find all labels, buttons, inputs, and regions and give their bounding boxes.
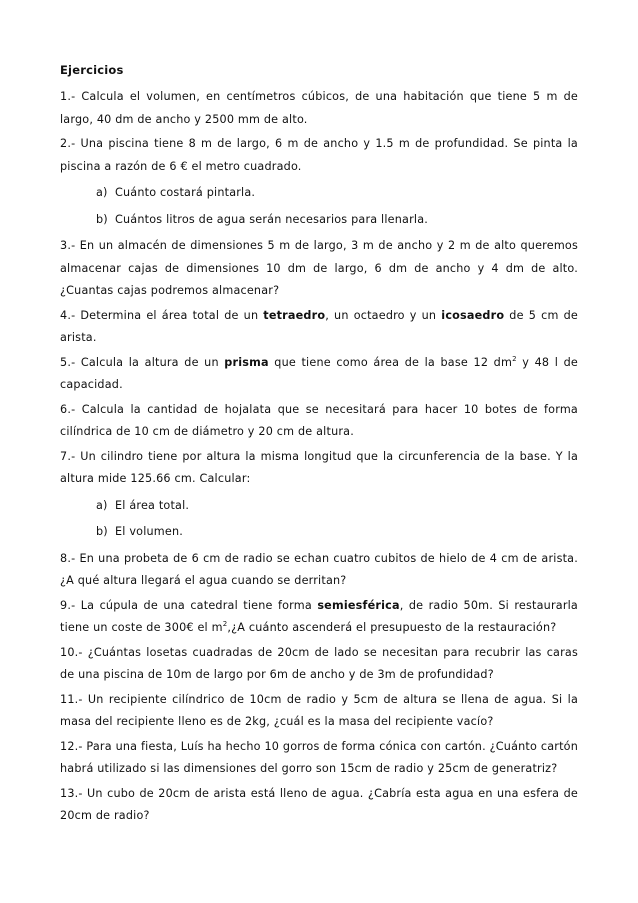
exercise-7-item-b [96,521,578,544]
text-run: , un octaedro y un [325,308,442,322]
text-run: 4.- Determina el área total de un [60,308,264,322]
exercise-13: 13.- Un cubo de 20cm de arista está lleno de agua. ¿Cabría esta agua en una esfera de 20cm de radio? [60,786,578,822]
item-text: El volumen. [115,525,184,538]
item-text: El área total. [115,498,190,512]
bold-term: semiesférica [317,598,400,612]
exercise-6: 6.- Calcula la cantidad de hojalata que se necesitará para hacer 10 botes de forma cilíndrica de 10 cm de diámetro y 20 cm de altura. [60,402,578,438]
exercise-8: 8.- En una probeta de 6 cm de radio se echan cuatro cubitos de hielo de 4 cm de arista. ¿A qué altura llegará el agua cuando se derritan? [60,551,578,587]
bold-term: tetraedro [263,308,326,322]
bold-term: prisma [224,355,269,369]
exercise-1: 1.- Calcula el volumen, en centímetros cúbicos, de una habitación que tiene 5 m de largo, 40 dm de ancho y 2500 mm de alto. [60,90,578,126]
text-run: 5.- Calcula la altura de un [60,355,225,369]
page-title: Ejercicios [60,63,124,77]
document-page [60,60,578,830]
item-label: b) [96,212,108,226]
superscript: 2 [222,620,228,628]
text-run: de 5 cm de arista. [60,308,578,344]
bold-term: icosaedro [441,308,505,322]
text-run: ,¿A cuánto ascenderá el presupuesto de la restauración? [227,621,557,634]
text-run: , de radio 50m. Si restaurarla tiene un coste de 300€ el m [60,598,578,634]
text-run: que tiene como área de la base 12 dm [268,355,513,369]
exercise-3: 3.- En un almacén de dimensiones 5 m de largo, 3 m de ancho y 2 m de alto queremos almacenar cajas de dimensiones 10 dm de largo, 6 dm de ancho y 4 dm de alto. ¿Cuantas cajas podremos almacenar? [60,239,578,297]
text-run: y 48 l de capacidad. [60,355,578,391]
exercise-5 [60,352,578,397]
exercise-2: 2.- Una piscina tiene 8 m de largo, 6 m de ancho y 1.5 m de profundidad. Se pinta la piscina a razón de 6 € el metro cuadrado. [60,137,578,173]
item-label: a) [96,498,108,512]
item-label: b) [96,525,108,538]
text-run: 9.- La cúpula de una catedral tiene forma [60,598,318,612]
exercise-7-item-a [96,495,578,518]
exercise-12: 12.- Para una fiesta, Luís ha hecho 10 gorros de forma cónica con cartón. ¿Cuánto cartón habrá utilizado si las dimensiones del gorro son 15cm de radio y 25cm de generatriz? [60,739,578,775]
exercise-2-item-a [96,182,578,205]
exercise-10: 10.- ¿Cuántas losetas cuadradas de 20cm de lado se necesitan para recubrir las caras de una piscina de 10m de largo por 6m de ancho y de 3m de profundidad? [60,645,578,681]
exercise-11: 11.- Un recipiente cilíndrico de 10cm de radio y 5cm de altura se llena de agua. Si la masa del recipiente lleno es de 2kg, ¿cuál es la masa del recipiente vacío? [60,692,578,728]
exercise-9 [60,595,578,640]
superscript: 2 [512,354,517,363]
item-label: a) [96,186,108,199]
item-text: Cuánto costará pintarla. [115,186,256,199]
item-text: Cuántos litros de agua serán necesarios para llenarla. [115,212,429,226]
exercise-4 [60,305,578,350]
exercise-2-item-b [96,209,578,232]
exercise-7: 7.- Un cilindro tiene por altura la misma longitud que la circunferencia de la base. Y la altura mide 125.66 cm. Calcular: [60,449,578,485]
